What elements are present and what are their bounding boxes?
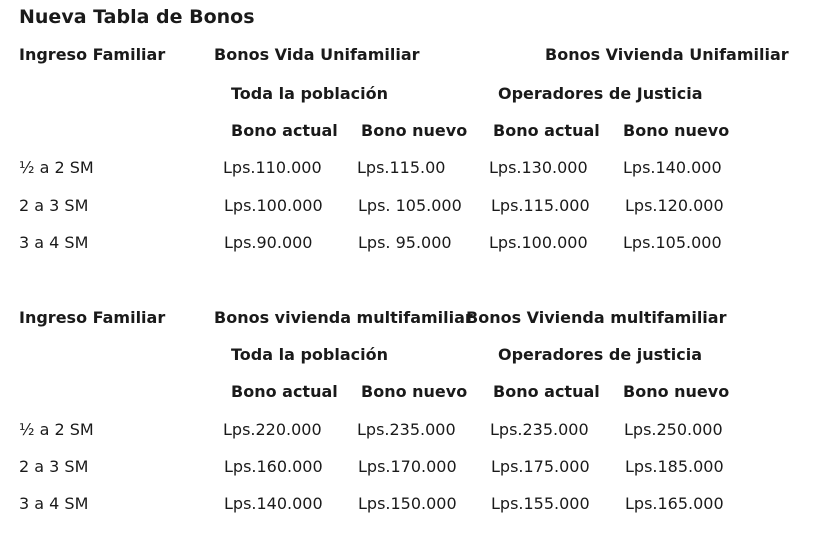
table-cell: Lps.150.000	[358, 494, 457, 513]
group-header-b: Bonos Vivienda Unifamiliar	[545, 45, 789, 64]
table-cell: Lps.235.000	[357, 420, 456, 439]
table-cell: Lps.115.00	[357, 158, 446, 177]
table-cell: Lps.130.000	[489, 158, 588, 177]
table-cell: Lps.105.000	[623, 233, 722, 252]
column-header: Bono actual	[231, 382, 338, 401]
group-header-a: Bonos vivienda multifamiliar	[214, 308, 473, 327]
table-cell: Lps.100.000	[489, 233, 588, 252]
table-cell: Lps.120.000	[625, 196, 724, 215]
ingreso-familiar-header: Ingreso Familiar	[19, 45, 166, 64]
row-label: 3 a 4 SM	[19, 233, 89, 252]
column-header: Bono nuevo	[623, 121, 730, 140]
group-header-b: Bonos Vivienda multifamiliar	[466, 308, 727, 327]
row-label: ½ a 2 SM	[19, 158, 94, 177]
table-cell: Lps.90.000	[224, 233, 313, 252]
row-label: 3 a 4 SM	[19, 494, 89, 513]
group-header-a: Bonos Vida Unifamiliar	[214, 45, 420, 64]
table-cell: Lps.250.000	[624, 420, 723, 439]
table-cell: Lps.140.000	[224, 494, 323, 513]
table-cell: Lps.175.000	[491, 457, 590, 476]
table-cell: Lps.155.000	[491, 494, 590, 513]
row-label: 2 a 3 SM	[19, 196, 89, 215]
column-header: Bono actual	[493, 121, 600, 140]
table-cell: Lps.115.000	[491, 196, 590, 215]
table-cell: Lps.140.000	[623, 158, 722, 177]
table-cell: Lps.235.000	[490, 420, 589, 439]
column-header: Bono actual	[231, 121, 338, 140]
column-header: Bono nuevo	[361, 382, 468, 401]
table-cell: Lps. 95.000	[358, 233, 452, 252]
table-cell: Lps.220.000	[223, 420, 322, 439]
row-label: ½ a 2 SM	[19, 420, 94, 439]
table-cell: Lps.160.000	[224, 457, 323, 476]
table-cell: Lps.165.000	[625, 494, 724, 513]
column-header: Bono nuevo	[361, 121, 468, 140]
column-header: Bono nuevo	[623, 382, 730, 401]
table-cell: Lps.170.000	[358, 457, 457, 476]
table-cell: Lps.185.000	[625, 457, 724, 476]
page-title: Nueva Tabla de Bonos	[19, 6, 255, 28]
subgroup-header-b: Operadores de justicia	[498, 345, 703, 364]
table-cell: Lps.110.000	[223, 158, 322, 177]
ingreso-familiar-header: Ingreso Familiar	[19, 308, 166, 327]
subgroup-header-b: Operadores de Justicia	[498, 84, 703, 103]
table-cell: Lps. 105.000	[358, 196, 462, 215]
column-header: Bono actual	[493, 382, 600, 401]
row-label: 2 a 3 SM	[19, 457, 89, 476]
subgroup-header-a: Toda la población	[231, 345, 388, 364]
subgroup-header-a: Toda la población	[231, 84, 388, 103]
table-cell: Lps.100.000	[224, 196, 323, 215]
